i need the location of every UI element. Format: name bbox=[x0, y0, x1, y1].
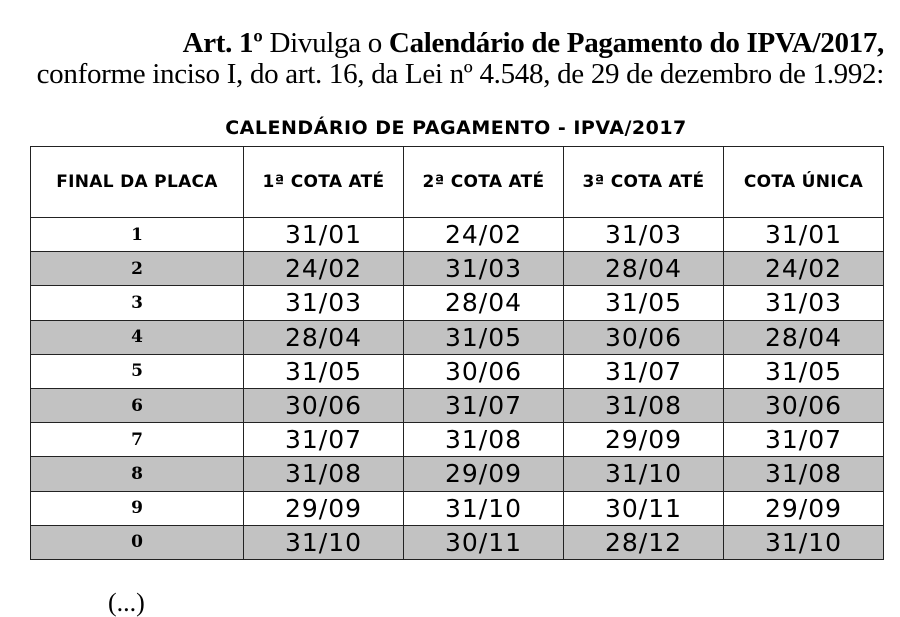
cell-cota-1: 31/03 bbox=[244, 286, 404, 320]
table-row bbox=[31, 457, 884, 491]
table-row bbox=[31, 423, 884, 457]
cell-cota-1: 29/09 bbox=[244, 491, 404, 525]
cell-cota-1: 28/04 bbox=[244, 320, 404, 354]
table-row bbox=[31, 491, 884, 525]
table-row bbox=[31, 525, 884, 559]
cell-cota-1: 31/01 bbox=[244, 218, 404, 252]
cell-final-placa: 0 bbox=[31, 525, 244, 559]
cell-cota-1: 31/10 bbox=[244, 525, 404, 559]
cell-final-placa: 2 bbox=[31, 252, 244, 286]
cell-cota-unica: 28/04 bbox=[724, 320, 884, 354]
cell-cota-3: 31/07 bbox=[564, 354, 724, 388]
cell-cota-3: 31/05 bbox=[564, 286, 724, 320]
cell-final-placa: 4 bbox=[31, 320, 244, 354]
cell-final-placa: 8 bbox=[31, 457, 244, 491]
cell-cota-3: 28/04 bbox=[564, 252, 724, 286]
cell-cota-2: 30/11 bbox=[404, 525, 564, 559]
cell-cota-unica: 31/07 bbox=[724, 423, 884, 457]
table-row bbox=[31, 218, 884, 252]
cell-cota-unica: 31/01 bbox=[724, 218, 884, 252]
cell-cota-1: 31/07 bbox=[244, 423, 404, 457]
cell-cota-2: 31/07 bbox=[404, 388, 564, 422]
continuation-mark: (...) bbox=[108, 588, 145, 617]
cell-final-placa: 6 bbox=[31, 388, 244, 422]
header-cota-1: 1ª COTA ATÉ bbox=[244, 147, 404, 218]
header-final-placa: FINAL DA PLACA bbox=[31, 147, 244, 218]
table-title: CALENDÁRIO DE PAGAMENTO - IPVA/2017 bbox=[225, 117, 687, 139]
header-cota-2: 2ª COTA ATÉ bbox=[404, 147, 564, 218]
cell-cota-3: 31/10 bbox=[564, 457, 724, 491]
cell-cota-unica: 31/08 bbox=[724, 457, 884, 491]
article-line-2: conforme inciso I, do art. 16, da Lei nº 4.548, de 29 de dezembro de 1.992: bbox=[36, 58, 884, 90]
cell-cota-2: 28/04 bbox=[404, 286, 564, 320]
cell-final-placa: 1 bbox=[31, 218, 244, 252]
cell-cota-1: 24/02 bbox=[244, 252, 404, 286]
cell-final-placa: 5 bbox=[31, 354, 244, 388]
cell-cota-1: 31/05 bbox=[244, 354, 404, 388]
cell-cota-2: 29/09 bbox=[404, 457, 564, 491]
article-line-1 bbox=[16, 28, 884, 59]
header-cota-3: 3ª COTA ATÉ bbox=[564, 147, 724, 218]
cell-cota-2: 30/06 bbox=[404, 354, 564, 388]
header-row bbox=[31, 147, 884, 218]
header-cota-unica: COTA ÚNICA bbox=[724, 147, 884, 218]
cell-cota-3: 30/06 bbox=[564, 320, 724, 354]
article-subject: Calendário de Pagamento do IPVA/2017, bbox=[388, 27, 884, 59]
table-row bbox=[31, 286, 884, 320]
cell-cota-3: 31/03 bbox=[564, 218, 724, 252]
cell-cota-unica: 31/05 bbox=[724, 354, 884, 388]
cell-cota-2: 31/05 bbox=[404, 320, 564, 354]
cell-cota-1: 30/06 bbox=[244, 388, 404, 422]
cell-cota-3: 31/08 bbox=[564, 388, 724, 422]
cell-cota-unica: 31/03 bbox=[724, 286, 884, 320]
article-text bbox=[16, 28, 884, 90]
cell-cota-2: 31/03 bbox=[404, 252, 564, 286]
cell-cota-3: 28/12 bbox=[564, 525, 724, 559]
table-body bbox=[31, 218, 884, 560]
cell-cota-unica: 31/10 bbox=[724, 525, 884, 559]
cell-final-placa: 9 bbox=[31, 491, 244, 525]
table-row bbox=[31, 252, 884, 286]
table-row bbox=[31, 320, 884, 354]
article-label: Art. 1º bbox=[182, 27, 263, 59]
cell-cota-2: 24/02 bbox=[404, 218, 564, 252]
table-row bbox=[31, 388, 884, 422]
payment-calendar-table bbox=[30, 146, 884, 560]
cell-final-placa: 7 bbox=[31, 423, 244, 457]
cell-cota-3: 30/11 bbox=[564, 491, 724, 525]
cell-cota-2: 31/08 bbox=[404, 423, 564, 457]
cell-cota-unica: 30/06 bbox=[724, 388, 884, 422]
table-row bbox=[31, 354, 884, 388]
cell-cota-unica: 29/09 bbox=[724, 491, 884, 525]
cell-cota-unica: 24/02 bbox=[724, 252, 884, 286]
cell-final-placa: 3 bbox=[31, 286, 244, 320]
cell-cota-1: 31/08 bbox=[244, 457, 404, 491]
cell-cota-3: 29/09 bbox=[564, 423, 724, 457]
cell-cota-2: 31/10 bbox=[404, 491, 564, 525]
article-verb: Divulga o bbox=[269, 27, 382, 59]
